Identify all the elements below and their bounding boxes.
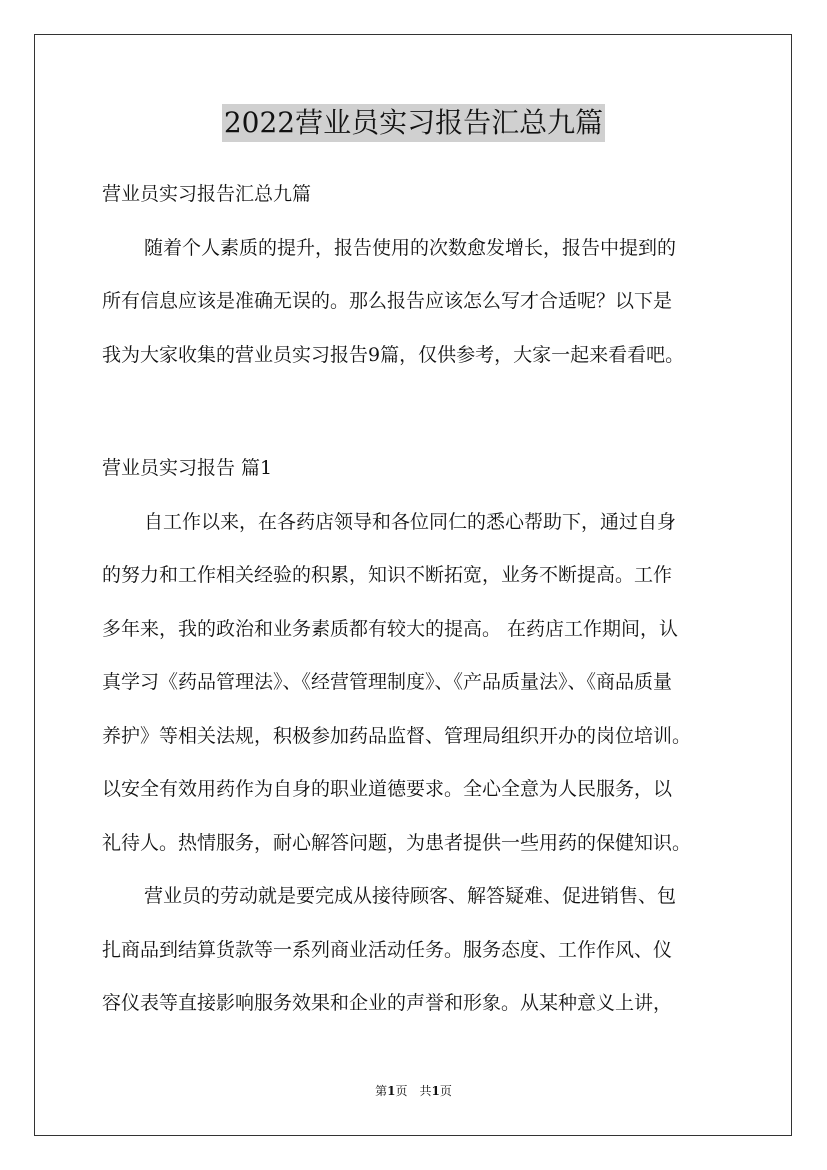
section-line: 营业员的劳动就是要完成从接待顾客、解答疑难、促进销售、包: [144, 885, 677, 907]
footer-page-total: 1: [431, 1084, 440, 1098]
document-title: 2022营业员实习报告汇总九篇: [222, 104, 605, 142]
title-container: [0, 104, 827, 142]
section-line: 的努力和工作相关经验的积累，知识不断拓宽，业务不断提高。工作: [102, 564, 673, 586]
section-line: 扎商品到结算货款等一系列商业活动任务。服务态度、工作作风、仪: [102, 938, 673, 961]
section-line: 养护》等相关法规，积极参加药品监督、管理局组织开办的岗位培训。: [102, 724, 692, 747]
footer-mid: 页 共: [395, 1084, 432, 1098]
spacer: [102, 390, 742, 450]
footer-page-number: 1: [387, 1084, 396, 1098]
section-line: 多年来，我的政治和业务素质都有较大的提高。 在药店工作期间，认: [102, 617, 679, 640]
section-line: 自工作以来，在各药店领导和各位同仁的悉心帮助下，通过自身: [144, 510, 677, 533]
section-line: 以安全有效用药作为自身的职业道德要求。全心全意为人民服务，以: [102, 778, 673, 800]
section-line: 真学习《药品管理法》、《经营管理制度》、《产品质量法》、《商品质量: [102, 671, 673, 693]
footer-prefix: 第: [375, 1084, 388, 1098]
section-heading: 营业员实习报告 篇1: [102, 457, 273, 479]
intro-line: 随着个人素质的提升，报告使用的次数愈发增长，报告中提到的: [144, 236, 677, 259]
section-line: 容仪表等直接影响服务效果和企业的声誉和形象。从某种意义上讲，: [102, 992, 673, 1014]
page-footer: [0, 1083, 827, 1099]
footer-suffix: 页: [439, 1084, 452, 1098]
document-body: [102, 176, 742, 1039]
intro-line: 所有信息应该是准确无误的。那么报告应该怎么写才合适呢？以下是: [102, 290, 673, 312]
section-line: 礼待人。热情服务，耐心解答问题，为患者提供一些用药的保健知识。: [102, 831, 692, 854]
intro-line: 我为大家收集的营业员实习报告9篇，仅供参考，大家一起来看看吧。: [102, 343, 685, 366]
document-subtitle: 营业员实习报告汇总九篇: [102, 183, 312, 205]
